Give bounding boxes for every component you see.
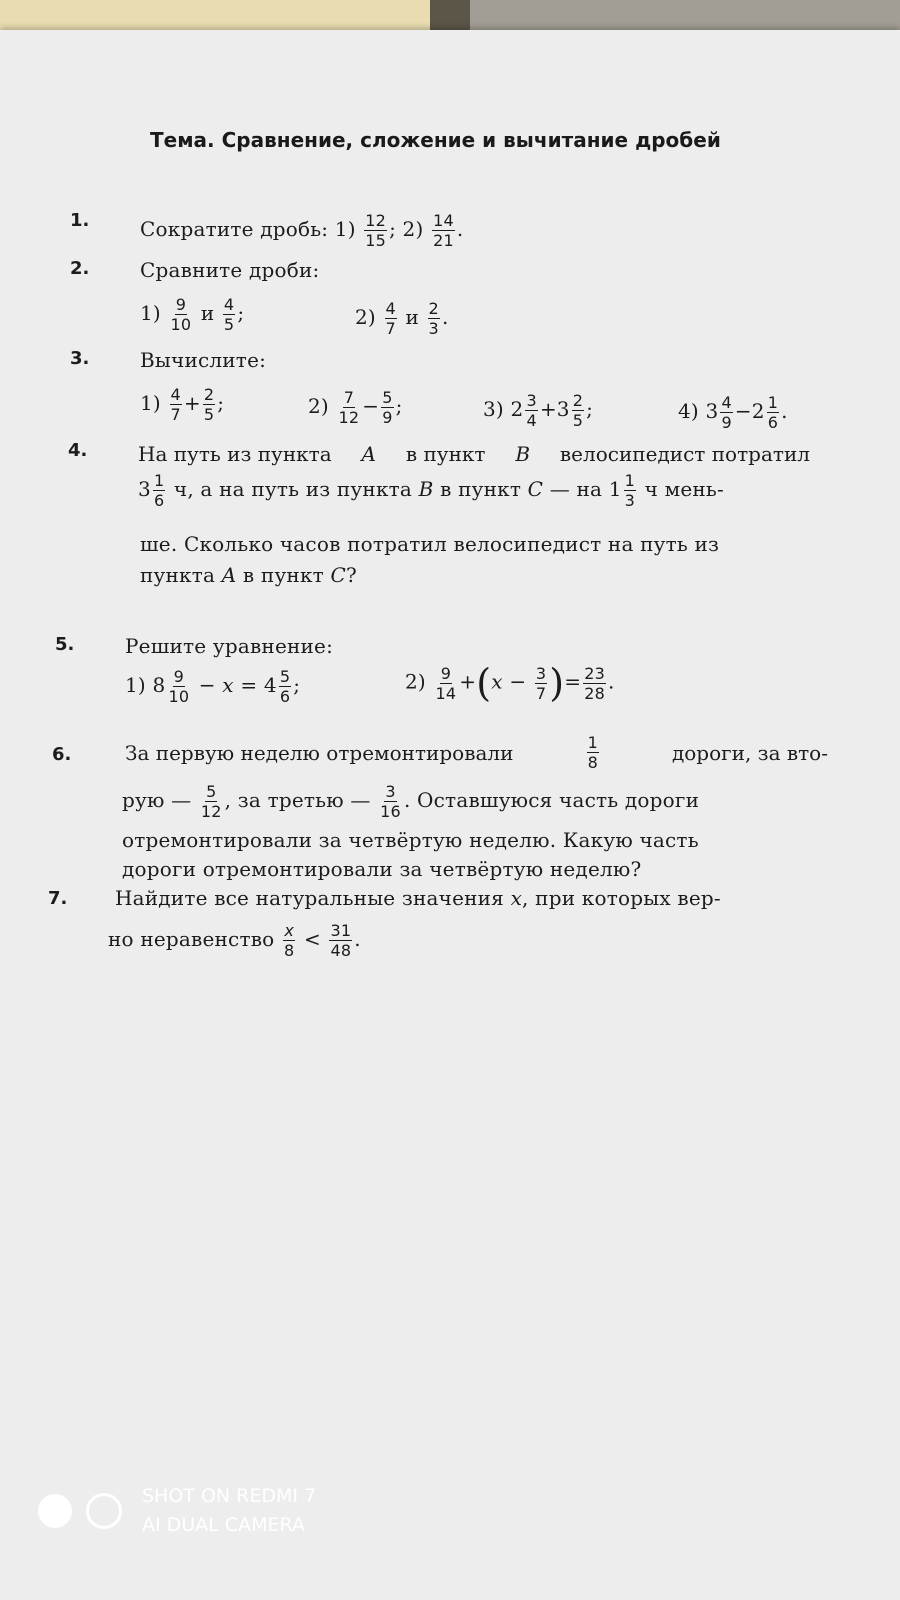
ring-circle-icon: [86, 1493, 122, 1529]
end-mark: ;: [586, 397, 594, 421]
denominator: 5: [203, 405, 215, 424]
text-run: На путь из пункта: [138, 442, 332, 466]
end-mark: .: [781, 399, 788, 423]
numerator: 3: [535, 663, 547, 683]
operator: <: [303, 927, 321, 951]
text-run: ч, а на путь из пункта: [173, 477, 413, 501]
fraction: [167, 668, 190, 705]
separator: ; 2): [389, 217, 424, 241]
left-paren: (: [476, 661, 492, 705]
item-label: 1): [140, 301, 161, 325]
numerator: 5: [382, 388, 393, 407]
right-paren: ): [549, 661, 565, 705]
denominator: 10: [170, 315, 192, 334]
fraction: [379, 783, 402, 820]
watermark-line: SHOT ON REDMI 7: [142, 1485, 317, 1507]
text-run: в пункт: [440, 477, 522, 501]
end-mark: .: [456, 217, 464, 241]
task-line: [138, 472, 724, 509]
denominator: 12: [338, 408, 360, 427]
numerator: 31: [330, 921, 352, 940]
whole-part: 2: [751, 399, 765, 423]
variable: x: [491, 669, 503, 694]
task-line: [355, 300, 449, 337]
denominator: 7: [535, 683, 547, 703]
denominator: 7: [170, 405, 181, 424]
numerator: 4: [170, 385, 181, 404]
task-text: Решите уравнение:: [125, 634, 334, 658]
fraction: [385, 300, 397, 337]
text-run: пункта: [140, 563, 216, 587]
fraction: [153, 472, 165, 509]
filled-circle-icon: [38, 1494, 72, 1528]
whole-part: 4: [263, 673, 277, 697]
numerator: 7: [343, 388, 355, 407]
task-line: [125, 668, 300, 705]
point-label: B: [418, 477, 434, 501]
text-run: рую —: [122, 788, 192, 812]
task-text: Сравните дроби:: [140, 258, 320, 282]
task-number: 1.: [70, 210, 90, 231]
denominator: 5: [572, 411, 584, 430]
text-run: в пункт: [405, 442, 486, 466]
end-mark: .: [354, 927, 361, 951]
fraction: [720, 394, 732, 431]
whole-part: 3: [705, 399, 719, 423]
denominator: 7: [385, 319, 396, 338]
fraction: [279, 668, 291, 705]
item-label: 3): [483, 397, 504, 421]
task-line: [140, 212, 463, 249]
task-number: 3.: [70, 348, 90, 369]
whole-part: 8: [152, 673, 166, 697]
end-mark: ?: [346, 563, 357, 587]
fraction: [364, 212, 387, 249]
task-line: [140, 386, 224, 423]
fraction: [435, 665, 458, 702]
fraction: [624, 472, 636, 509]
numerator: 5: [206, 782, 217, 801]
fraction: [535, 665, 547, 702]
end-mark: ;: [293, 673, 301, 697]
fraction: [525, 392, 537, 429]
title-label: Тема.: [150, 128, 215, 152]
item-label: 1): [140, 391, 161, 415]
point-label: C: [330, 563, 346, 587]
numerator: 2: [203, 385, 215, 404]
numerator: 1: [587, 733, 598, 752]
fraction: [767, 394, 779, 431]
task-line: [125, 734, 828, 771]
task-line: [678, 394, 788, 431]
text-run: в пункт: [242, 563, 324, 587]
text-run: , при которых вер-: [522, 886, 721, 910]
operator: =: [564, 669, 582, 694]
numerator: 1: [153, 471, 165, 490]
denominator: 28: [584, 683, 605, 703]
denominator: 4: [526, 411, 537, 430]
text-run: ч мень-: [644, 477, 724, 501]
fraction: [587, 734, 599, 771]
task-text: ше. Сколько часов потратил велосипедист на путь из: [140, 532, 720, 556]
whole-part: 1: [608, 477, 622, 501]
operator: −: [734, 399, 752, 423]
task-text: Сократите дробь: 1): [140, 217, 356, 241]
text-run: За первую неделю отремонтировали: [125, 740, 514, 765]
fraction: [223, 296, 235, 333]
denominator: 9: [382, 408, 393, 427]
fraction: [170, 386, 182, 423]
task-number: 4.: [68, 440, 88, 461]
numerator: 3: [385, 782, 396, 801]
task-line: [140, 296, 244, 333]
watermark-text: [142, 1482, 316, 1540]
task-line: [115, 886, 721, 910]
operator: +: [183, 391, 201, 415]
denominator: 10: [168, 687, 190, 706]
numerator: 1: [624, 471, 636, 490]
denominator: 48: [330, 941, 352, 960]
worksheet-title: [150, 128, 810, 152]
denominator: 12: [200, 802, 222, 821]
point-label: A: [361, 442, 376, 466]
fraction: [338, 389, 361, 426]
denominator: 6: [279, 687, 291, 706]
task-line: [308, 389, 403, 426]
task-line: [140, 563, 357, 587]
task-line: [122, 783, 699, 820]
end-mark: ;: [217, 391, 225, 415]
text-run: Найдите все натуральные значения: [115, 886, 504, 910]
task-text: отремонтировали за четвёртую неделю. Какую часть: [122, 828, 699, 852]
denominator: 15: [365, 231, 387, 250]
numerator: 3: [526, 391, 537, 410]
numerator: 9: [175, 295, 187, 314]
fraction: [203, 386, 215, 423]
task-number: 6.: [52, 744, 72, 765]
task-line: [405, 661, 615, 705]
item-label: 1): [125, 673, 146, 697]
fraction: [428, 300, 440, 337]
numerator: 12: [365, 211, 387, 230]
denominator: 9: [721, 413, 732, 432]
denominator: 21: [433, 231, 454, 250]
point-label: A: [221, 563, 237, 587]
operator: +: [539, 397, 557, 421]
operator: −: [198, 673, 216, 697]
numerator: 2: [572, 391, 584, 410]
watermark-line: AI DUAL CAMERA: [142, 1514, 305, 1536]
text-run: велосипедист потратил: [559, 442, 810, 466]
operator: =: [240, 673, 258, 697]
camera-watermark: [38, 1482, 316, 1540]
task-text: дороги отремонтировали за четвёртую неделю?: [122, 857, 642, 881]
operator: +: [459, 669, 477, 694]
text-run: — на: [549, 477, 603, 501]
numerator: 9: [440, 663, 452, 683]
operator: −: [362, 394, 380, 418]
text-run: но неравенство: [108, 927, 275, 951]
conjunction: и: [200, 301, 215, 325]
point-label: C: [527, 477, 544, 501]
denominator: 6: [153, 491, 165, 510]
fraction: [283, 922, 295, 959]
task-line: [108, 922, 361, 959]
denominator: 3: [624, 491, 636, 510]
numerator: x: [284, 921, 295, 940]
item-label: 2): [355, 305, 376, 329]
fraction: [200, 783, 223, 820]
numerator: 2: [428, 299, 439, 318]
fraction: [381, 389, 393, 426]
task-number: 5.: [55, 634, 75, 655]
denominator: 14: [435, 683, 457, 703]
whole-part: 2: [510, 397, 524, 421]
end-mark: .: [608, 669, 615, 694]
variable: x: [222, 673, 234, 697]
fraction: [572, 392, 584, 429]
numerator: 1: [767, 393, 779, 412]
whole-part: 3: [138, 477, 151, 501]
title-topic: Сравнение, сложение и вычитание дробей: [214, 128, 721, 152]
item-label: 2): [405, 669, 426, 694]
numerator: 4: [385, 299, 396, 318]
denominator: 8: [587, 753, 598, 772]
denominator: 8: [283, 941, 295, 960]
denominator: 6: [767, 413, 779, 432]
item-label: 2): [308, 394, 329, 418]
end-mark: .: [441, 305, 449, 329]
task-number: 2.: [70, 258, 90, 279]
text-run: дороги, за вто-: [671, 740, 828, 765]
numerator: 14: [433, 211, 454, 230]
conjunction: и: [405, 305, 419, 329]
whole-part: 3: [556, 397, 570, 421]
item-label: 4): [678, 399, 699, 423]
task-line: [138, 442, 810, 466]
task-number: 7.: [48, 888, 68, 909]
numerator: 4: [721, 393, 732, 412]
point-label: B: [515, 442, 531, 466]
task-line: [483, 392, 593, 429]
numerator: 23: [584, 663, 605, 683]
end-mark: ;: [237, 301, 245, 325]
denominator: 3: [428, 319, 439, 338]
fraction: [432, 212, 455, 249]
task-text: Вычислите:: [140, 348, 267, 372]
fraction: [583, 665, 606, 702]
numerator: 4: [223, 295, 235, 314]
numerator: 9: [173, 667, 185, 686]
text-run: , за третью —: [224, 788, 371, 812]
end-mark: ;: [395, 394, 403, 418]
text-run: . Оставшуюся часть дороги: [403, 788, 700, 812]
operator: −: [509, 669, 527, 694]
numerator: 5: [279, 667, 291, 686]
denominator: 16: [380, 802, 401, 821]
fraction: [170, 296, 193, 333]
variable: x: [510, 886, 523, 910]
fraction: [329, 922, 352, 959]
denominator: 5: [223, 315, 235, 334]
